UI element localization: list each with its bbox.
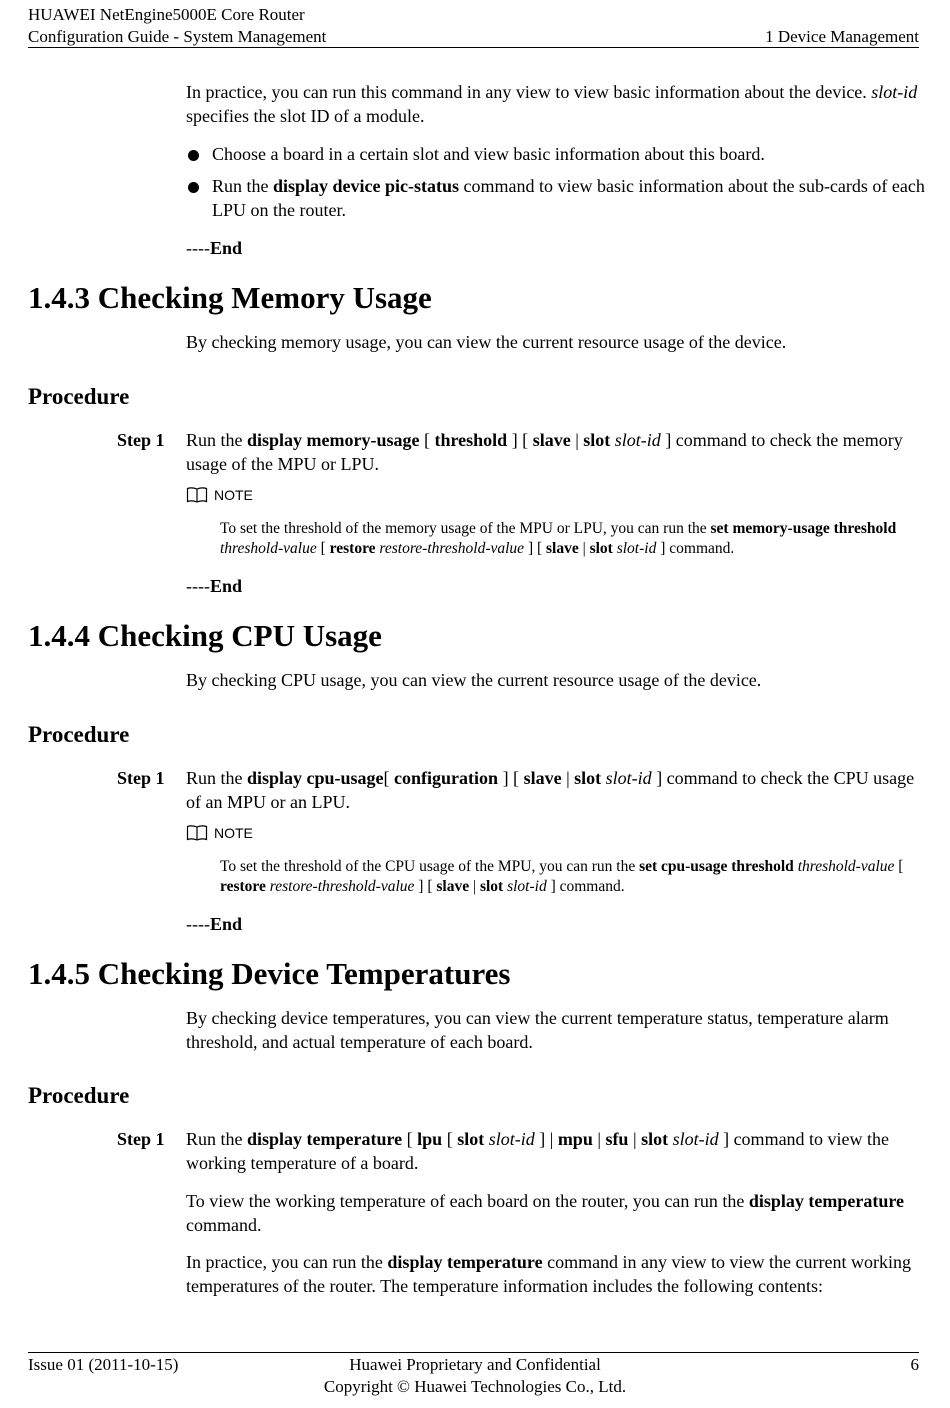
end-marker: [186, 913, 242, 937]
keyword: slot: [479, 878, 504, 895]
book-icon: [186, 486, 208, 504]
text: command in any view to view the current working temperatures of the router. The temperature information includes the following contents:: [186, 1252, 911, 1296]
keyword: restore: [329, 540, 376, 557]
param: slot-id: [605, 768, 652, 788]
step-label: Step 1: [117, 768, 165, 788]
command-name: display cpu-usage: [247, 768, 384, 788]
text: Run the: [186, 768, 247, 788]
keyword: slot: [583, 430, 611, 450]
text: ] |: [534, 1129, 558, 1149]
param: restore-threshold-value: [269, 878, 415, 895]
keyword: configuration: [394, 768, 499, 788]
text: ] command to check the memory usage of the MPU or LPU.: [186, 430, 903, 474]
param: slot-id: [507, 878, 547, 895]
step-label: Step 1: [117, 1129, 165, 1149]
keyword: slave: [436, 878, 470, 895]
step-text: [186, 767, 926, 814]
bullet-item: [186, 143, 926, 167]
keyword: slave: [532, 430, 571, 450]
param: slot-id: [614, 430, 661, 450]
bullet-item: [186, 175, 926, 222]
param: slot-id: [616, 540, 657, 557]
keyword: sfu: [605, 1129, 629, 1149]
text: |: [592, 1129, 606, 1149]
step-label: Step 1: [117, 430, 165, 450]
procedure-heading: Procedure: [28, 1083, 130, 1108]
text: |: [561, 768, 575, 788]
section-title: 1.4.4 Checking CPU Usage: [28, 618, 382, 653]
param: threshold-value: [220, 540, 317, 557]
note-text: [220, 857, 920, 897]
section-description: By checking CPU usage, you can view the current resource usage of the device.: [186, 670, 762, 690]
book-icon: [186, 824, 208, 842]
text: [: [894, 858, 904, 875]
keyword: slave: [523, 768, 562, 788]
command-name: display temperature: [748, 1191, 904, 1211]
command-name: display device pic-status: [273, 176, 460, 196]
param: slot-id: [488, 1129, 535, 1149]
end-label: End: [209, 576, 243, 596]
note-header: [186, 485, 253, 505]
text: [: [402, 1129, 418, 1149]
end-label: End: [209, 238, 243, 258]
footer-copyright: Copyright © Huawei Technologies Co., Ltd.: [323, 1377, 627, 1396]
note-label: NOTE: [214, 825, 253, 841]
bullet-dot-icon: [188, 182, 199, 193]
header-guide: Configuration Guide - System Management: [28, 27, 327, 46]
bullet-text-tail: command to view basic information about the sub-cards of each LPU on the router.: [212, 176, 925, 220]
note-header: [186, 823, 253, 843]
end-dashes: ----: [186, 914, 210, 934]
text: command.: [186, 1214, 262, 1235]
section-description: By checking memory usage, you can view the current resource usage of the device.: [186, 332, 787, 352]
keyword: restore: [220, 878, 266, 895]
header-chapter: 1 Device Management: [765, 27, 919, 46]
text: [: [442, 1129, 458, 1149]
section-title: 1.4.3 Checking Memory Usage: [28, 280, 432, 315]
text: ] [: [507, 430, 533, 450]
text: ] [: [414, 878, 437, 895]
text: |: [628, 1129, 642, 1149]
param: slot-id: [672, 1129, 719, 1149]
keyword: slot: [589, 540, 613, 557]
footer-rule: [28, 1352, 919, 1353]
footer-proprietary: Huawei Proprietary and Confidential: [349, 1355, 601, 1374]
end-marker: [186, 575, 242, 599]
note-label: NOTE: [214, 487, 253, 503]
text: Run the: [186, 430, 247, 450]
command-name: set cpu-usage threshold: [639, 858, 794, 875]
paragraph: [186, 1251, 926, 1298]
keyword: lpu: [417, 1129, 443, 1149]
step-text: [186, 429, 926, 476]
end-marker: [186, 237, 242, 261]
text: ] command to view the working temperature of a board.: [186, 1129, 890, 1173]
param: restore-threshold-value: [379, 540, 525, 557]
text: [: [419, 430, 435, 450]
text: [: [383, 768, 395, 788]
keyword: slot: [641, 1129, 669, 1149]
step-text: [186, 1128, 926, 1175]
text: |: [578, 540, 590, 557]
section-description: By checking device temperatures, you can view the current temperature status, temperature alarm threshold, and actual temperature of each board.: [186, 1008, 889, 1052]
bullet-dot-icon: [188, 150, 199, 161]
keyword: mpu: [557, 1129, 593, 1149]
page-number: 6: [910, 1355, 919, 1374]
end-label: End: [209, 914, 243, 934]
text: |: [570, 430, 584, 450]
end-dashes: ----: [186, 576, 210, 596]
note-text: [220, 519, 920, 559]
text: [: [316, 540, 330, 557]
intro-text: In practice, you can run this command in any view to view basic information about the device.: [186, 82, 867, 102]
bullet-text: Run the: [212, 176, 273, 196]
header-rule: [28, 47, 919, 48]
intro-text-tail: specifies the slot ID of a module.: [186, 105, 425, 126]
param: threshold-value: [797, 858, 895, 875]
intro-param: slot-id: [871, 82, 918, 102]
command-name: display temperature: [247, 1129, 403, 1149]
text: To view the working temperature of each board on the router, you can run the: [186, 1191, 749, 1211]
keyword: slot: [574, 768, 602, 788]
intro-paragraph: [186, 81, 926, 128]
text: To set the threshold of the memory usage of the MPU or LPU, you can run the: [220, 520, 711, 537]
footer-issue: Issue 01 (2011-10-15): [28, 1355, 179, 1374]
procedure-heading: Procedure: [28, 384, 130, 409]
keyword: threshold: [434, 430, 508, 450]
text: ] [: [498, 768, 524, 788]
text: ] command.: [546, 878, 625, 895]
text: ] command to check the CPU usage of an MPU or an LPU.: [186, 768, 915, 812]
text: |: [469, 878, 480, 895]
command-name: display temperature: [387, 1252, 543, 1272]
keyword: slave: [546, 540, 579, 557]
text: Run the: [186, 1129, 247, 1149]
keyword: slot: [457, 1129, 485, 1149]
procedure-heading: Procedure: [28, 722, 130, 747]
end-dashes: ----: [186, 238, 210, 258]
text: To set the threshold of the CPU usage of the MPU, you can run the: [220, 858, 640, 875]
text: In practice, you can run the: [186, 1252, 388, 1272]
text: ] [: [524, 540, 547, 557]
command-name: display memory-usage: [247, 430, 420, 450]
text: ] command.: [656, 540, 735, 557]
bullet-text: Choose a board in a certain slot and view basic information about this board.: [212, 144, 765, 164]
command-name: set memory-usage threshold: [710, 520, 897, 537]
paragraph: [186, 1190, 926, 1237]
header-product: HUAWEI NetEngine5000E Core Router: [28, 5, 305, 24]
section-title: 1.4.5 Checking Device Temperatures: [28, 956, 511, 991]
